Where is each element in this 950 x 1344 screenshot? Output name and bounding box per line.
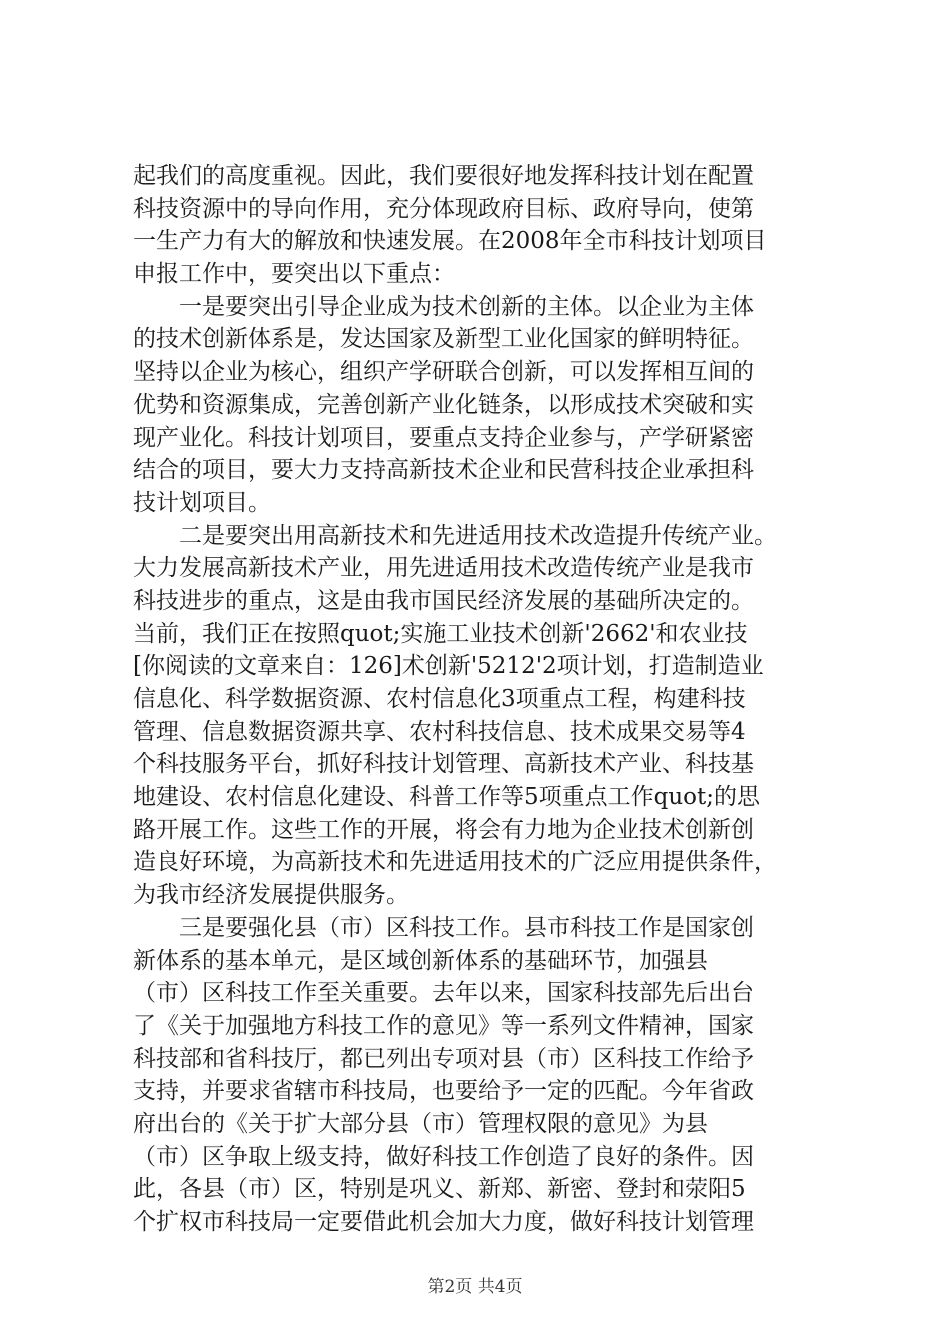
text-line: 新体系的基本单元，是区域创新体系的基础环节，加强县 xyxy=(133,947,708,974)
text-line: 的技术创新体系是，发达国家及新型工业化国家的鲜明特征。 xyxy=(133,326,754,353)
text-line: 一生产力有大的解放和快速发展。在2008年全市科技计划项目 xyxy=(133,228,767,255)
text-line: 技计划项目。 xyxy=(133,489,271,516)
text-line: 坚持以企业为核心，组织产学研联合创新，可以发挥相互间的 xyxy=(133,359,754,386)
text-line: 路开展工作。这些工作的开展，将会有力地为企业技术创新创 xyxy=(133,816,754,843)
text-line: 造良好环境，为高新技术和先进适用技术的广泛应用提供条件， xyxy=(133,849,777,876)
page-footer: 第2页 共4页 xyxy=(427,1277,523,1297)
text-line: 支持，并要求省辖市科技局，也要给予一定的匹配。今年省政 xyxy=(133,1078,754,1105)
text-line: （市）区争取上级支持，做好科技工作创造了良好的条件。因 xyxy=(133,1143,754,1170)
text-line: 现产业化。科技计划项目，要重点支持企业参与，产学研紧密 xyxy=(133,424,754,451)
text-line: 此，各县（市）区，特别是巩义、新郑、新密、登封和荥阳5 xyxy=(133,1176,746,1203)
text-line: 优势和资源集成，完善创新产业化链条，以形成技术突破和实 xyxy=(133,391,754,418)
text-line: 大力发展高新技术产业，用先进适用技术改造传统产业是我市 xyxy=(133,555,754,582)
body-text xyxy=(133,160,833,1239)
text-line: 起我们的高度重视。因此，我们要很好地发挥科技计划在配置 xyxy=(133,163,754,189)
text-line: 科技资源中的导向作用，充分体现政府目标、政府导向，使第 xyxy=(133,195,754,222)
text-line: 个扩权市科技局一定要借此机会加大力度，做好科技计划管理 xyxy=(133,1209,754,1235)
text-line: 管理、信息数据资源共享、农村科技信息、技术成果交易等4 xyxy=(133,718,746,745)
text-line: 当前，我们正在按照quot;实施工业技术创新'2662'和农业技 xyxy=(133,620,748,647)
text-line: [你阅读的文章来自：126]术创新'5212'2项计划，打造制造业 xyxy=(133,653,764,680)
paragraph-start-line: 三是要强化县（市）区科技工作。县市科技工作是国家创 xyxy=(179,914,754,941)
text-line: 科技进步的重点，这是由我市国民经济发展的基础所决定的。 xyxy=(133,587,754,614)
text-line: 科技部和省科技厅，都已列出专项对县（市）区科技工作给予 xyxy=(133,1045,754,1072)
paragraph-start-line: 一是要突出引导企业成为技术创新的主体。以企业为主体 xyxy=(179,293,754,320)
text-line: 个科技服务平台，抓好科技计划管理、高新技术产业、科技基 xyxy=(133,751,754,778)
text-line: 为我市经济发展提供服务。 xyxy=(133,882,409,909)
text-line: 府出台的《关于扩大部分县（市）管理权限的意见》为县 xyxy=(133,1110,708,1137)
text-line: 申报工作中，要突出以下重点： xyxy=(133,261,455,288)
text-line: 地建设、农村信息化建设、科普工作等5项重点工作quot;的思 xyxy=(133,784,761,811)
text-line: 了《关于加强地方科技工作的意见》等一系列文件精神，国家 xyxy=(133,1012,754,1039)
text-line: 结合的项目，要大力支持高新技术企业和民营科技企业承担科 xyxy=(133,457,754,484)
paragraph-start-line: 二是要突出用高新技术和先进适用技术改造提升传统产业。 xyxy=(179,522,777,549)
text-line: 信息化、科学数据资源、农村信息化3项重点工程，构建科技 xyxy=(133,686,746,712)
text-line: （市）区科技工作至关重要。去年以来，国家科技部先后出台 xyxy=(133,980,754,1007)
